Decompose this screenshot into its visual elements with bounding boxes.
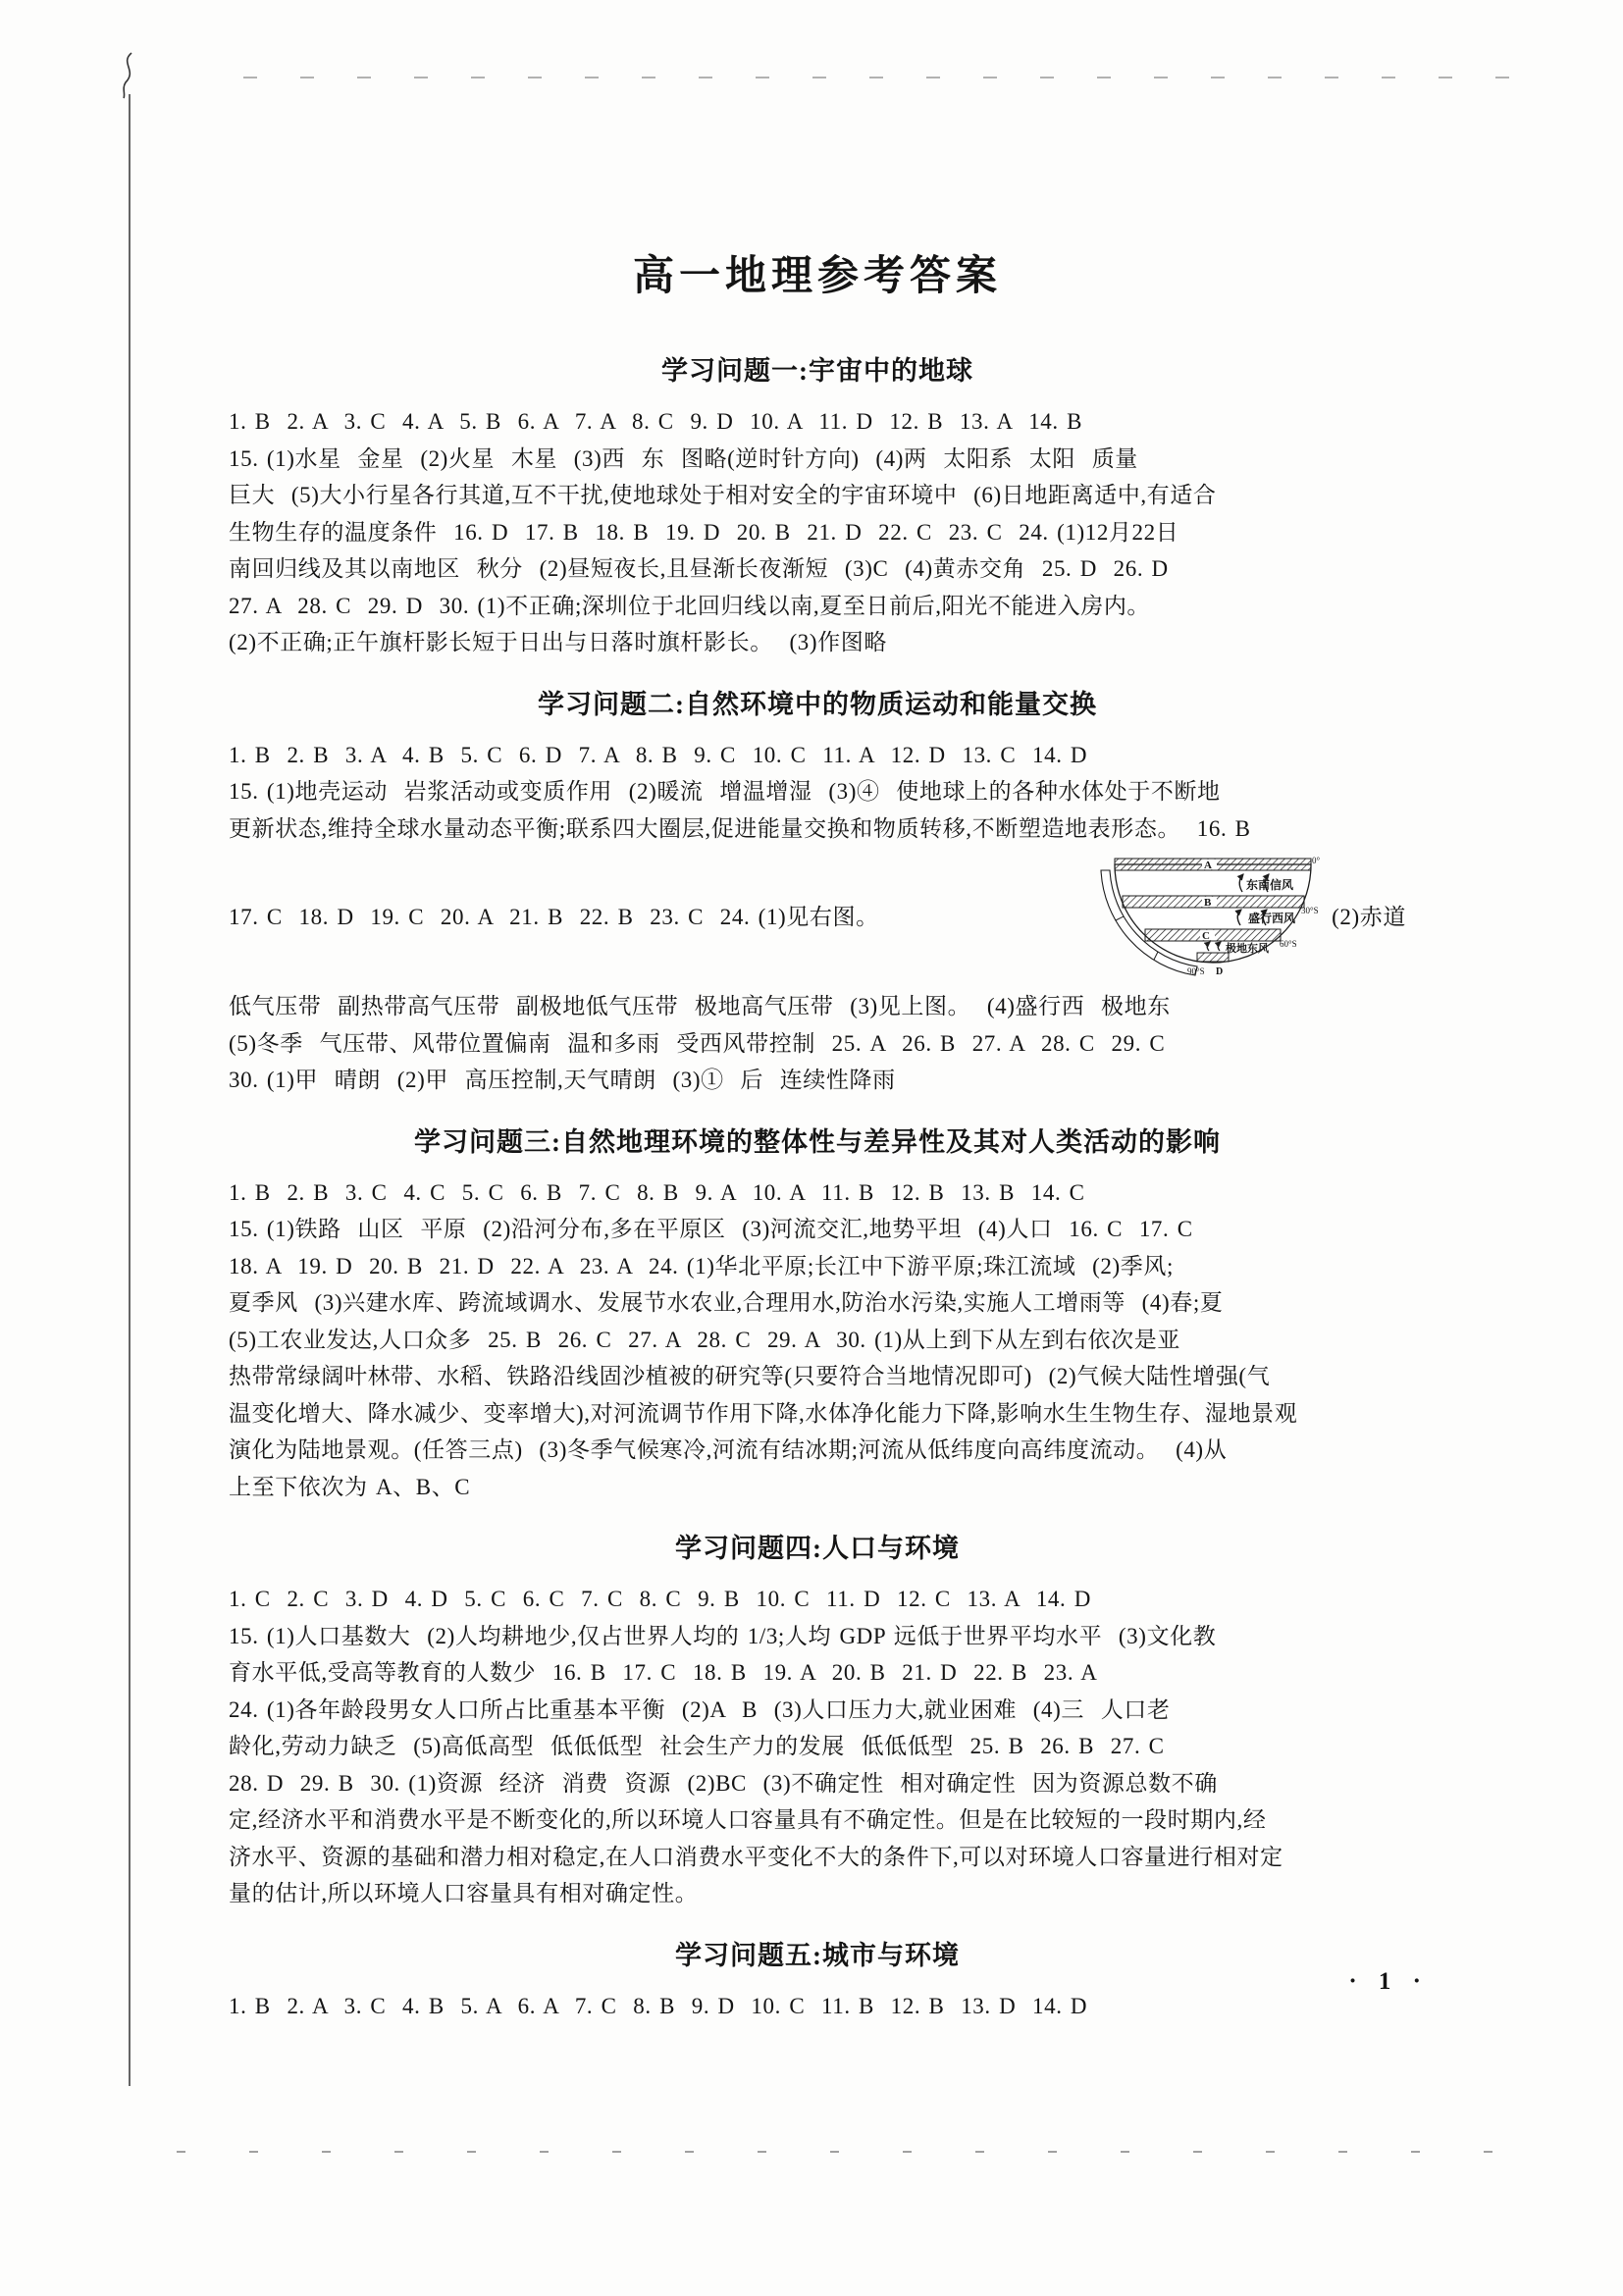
answer-line: 演化为陆地景观。(任答三点) (3)冬季气候寒冷,河流有结冰期;河流从低纬度向高纬度流动。 (4)从 <box>229 1437 1228 1462</box>
wind-belt-diagram <box>1093 849 1324 986</box>
answer-line: 1. B 2. B 3. C 4. C 5. C 6. B 7. C 8. B 9. A 10. A 11. B 12. B 13. B 14. C <box>229 1179 1085 1205</box>
answer-line: 龄化,劳动力缺乏 (5)高低高型 低低低型 社会生产力的发展 低低低型 25. B 26. B 27. C <box>229 1734 1165 1758</box>
scan-dash-line-bottom <box>177 2151 1550 2153</box>
pen-squiggle-mark <box>116 51 141 100</box>
diagram-band-a-label: A <box>1204 860 1213 871</box>
answer-line: (5)冬季 气压带、风带位置偏南 温和多雨 受西风带控制 25. A 26. B 27. A 28. C 29. C <box>229 1030 1166 1056</box>
answer-line: 更新状态,维持全球水量动态平衡;联系四大圈层,促进能量交换和物质转移,不断塑造地表形态。 16. B <box>229 815 1251 841</box>
answer-line: 育水平低,受高等教育的人数少 16. B 17. C 18. B 19. A 20. B 21. D 22. B 23. A <box>229 1660 1098 1685</box>
section-universe <box>229 349 1406 661</box>
diagram-lat-0-label: 0° <box>1312 856 1321 865</box>
diagram-westerlies-label: 盛行西风 <box>1248 912 1296 925</box>
answer-line: (2)赤道 <box>1332 905 1406 930</box>
page-content <box>229 0 1406 2024</box>
answers-with-diagram-row <box>229 847 1406 988</box>
answer-line: 低气压带 副热带高气压带 副极地低气压带 极地高气压带 (3)见上图。 (4)盛行西 极地东 <box>229 994 1171 1018</box>
answer-line: 热带常绿阔叶林带、水稻、铁路沿线固沙植被的研究等(只要符合当地情况即可) (2)气候大陆性增强(气 <box>229 1364 1271 1388</box>
diagram-polar-easterlies-label: 极地东风 <box>1226 943 1270 955</box>
section-heading: 学习问题五:城市与环境 <box>675 1940 960 1970</box>
answer-line: 15. (1)铁路 山区 平原 (2)沿河分布,多在平原区 (3)河流交汇,地势平坦 (4)人口 16. C 17. C <box>229 1217 1193 1241</box>
answer-line: 温变化增大、降水减少、变率增大),对河流调节作用下降,水体净化能力下降,影响水生生物生存、湿地景观 <box>229 1400 1298 1426</box>
answer-line: 1. B 2. A 3. C 4. A 5. B 6. A 7. A 8. C 9. D 10. A 11. D 12. B 13. A 14. B <box>229 409 1083 434</box>
diagram-band-d-label: D <box>1216 966 1224 977</box>
diagram-band-c-label: C <box>1202 930 1211 942</box>
answer-line: 定,经济水平和消费水平是不断变化的,所以环境人口容量具有不确定性。但是在比较短的一段时期内,经 <box>229 1807 1267 1832</box>
section-matter-energy <box>229 683 1406 1099</box>
answer-line: 量的估计,所以环境人口容量具有相对确定性。 <box>229 1881 699 1905</box>
answer-line: 1. C 2. C 3. D 4. D 5. C 6. C 7. C 8. C 9. B 10. C 11. D 12. C 13. A 14. D <box>229 1587 1091 1611</box>
section-heading: 学习问题二:自然环境中的物质运动和能量交换 <box>538 689 1097 719</box>
answer-line: 27. A 28. C 29. D 30. (1)不正确;深圳位于北回归线以南,夏至日前后,阳光不能进入房内。 <box>229 593 1151 618</box>
answer-line: 15. (1)地壳运动 岩浆活动或变质作用 (2)暖流 增温增湿 (3)④ 使地球上的各种水体处于不断地 <box>229 779 1221 804</box>
answer-line: 18. A 19. D 20. B 21. D 22. A 23. A 24. (1)华北平原;长江中下游平原;珠江流域 (2)季风; <box>229 1253 1174 1278</box>
answer-line: 济水平、资源的基础和潜力相对稳定,在人口消费水平变化不大的条件下,可以对环境人口容量进行相对定 <box>229 1844 1283 1869</box>
left-margin-line <box>129 94 131 2086</box>
page-title: 高一地理参考答案 <box>632 254 1002 299</box>
diagram-lat-60-label: 60°S <box>1280 939 1297 949</box>
answer-line: 30. (1)甲 晴朗 (2)甲 高压控制,天气晴朗 (3)① 后 连续性降雨 <box>229 1068 896 1092</box>
answer-line: 上至下依次为 A、B、C <box>229 1474 471 1499</box>
answer-line: 夏季风 (3)兴建水库、跨流域调水、发展节水农业,合理用水,防治水污染,实施人工增雨等 (4)春;夏 <box>229 1290 1224 1315</box>
diagram-trade-wind-label: 东南信风 <box>1246 878 1294 892</box>
diagram-lat-90-label: 90°S <box>1187 966 1205 976</box>
answer-line: 15. (1)水星 金星 (2)火星 木星 (3)西 东 图略(逆时针方向) (4)两 太阳系 太阳 质量 <box>229 445 1138 471</box>
diagram-band-b-label: B <box>1204 897 1212 909</box>
section-heading: 学习问题三:自然地理环境的整体性与差异性及其对人类活动的影响 <box>414 1126 1221 1157</box>
section-population-environment <box>229 1527 1406 1912</box>
answer-line: (2)不正确;正午旗杆影长短于日出与日落时旗杆影长。 (3)作图略 <box>229 630 887 654</box>
answer-line: 17. C 18. D 19. C 20. A 21. B 22. B 23. C 24. (1)见右图。 <box>229 905 879 930</box>
section-heading: 学习问题四:人口与环境 <box>675 1534 960 1563</box>
answer-line: 1. B 2. A 3. C 4. B 5. A 6. A 7. C 8. B 9. D 10. C 11. B 12. B 13. D 14. D <box>229 1993 1088 2018</box>
section-city-environment <box>229 1934 1406 2025</box>
section-integrity-difference <box>229 1121 1406 1506</box>
page-number: · 1 · <box>1348 1968 1429 1995</box>
answer-line: 1. B 2. B 3. A 4. B 5. C 6. D 7. A 8. B 9. C 10. C 11. A 12. D 13. C 14. D <box>229 742 1088 767</box>
section-heading: 学习问题一:宇宙中的地球 <box>661 356 973 386</box>
polar-high-belt <box>1197 953 1229 962</box>
answer-line: (5)工农业发达,人口众多 25. B 26. C 27. A 28. C 29. A 30. (1)从上到下从左到右依次是亚 <box>229 1327 1180 1352</box>
answer-line: 28. D 29. B 30. (1)资源 经济 消费 资源 (2)BC (3)不确定性 相对确定性 因为资源总数不确 <box>229 1770 1218 1796</box>
answer-line: 24. (1)各年龄段男女人口所占比重基本平衡 (2)A B (3)人口压力大,就业困难 (4)三 人口老 <box>229 1696 1171 1722</box>
answer-line: 生物生存的温度条件 16. D 17. B 18. B 19. D 20. B 21. D 22. C 23. C 24. (1)12月22日 <box>229 519 1179 545</box>
answer-line: 巨大 (5)大小行星各行其道,互不干扰,使地球处于相对安全的宇宙环境中 (6)日地距离适中,有适合 <box>229 483 1217 507</box>
answer-line: 南回归线及其以南地区 秋分 (2)昼短夜长,且昼渐长夜渐短 (3)C (4)黄赤交角 25. D 26. D <box>229 556 1169 581</box>
diagram-lat-30-label: 30°S <box>1301 906 1319 915</box>
answer-line: 15. (1)人口基数大 (2)人均耕地少,仅占世界人均的 1/3;人均 GDP 远低于世界平均水平 (3)文化教 <box>229 1623 1217 1648</box>
